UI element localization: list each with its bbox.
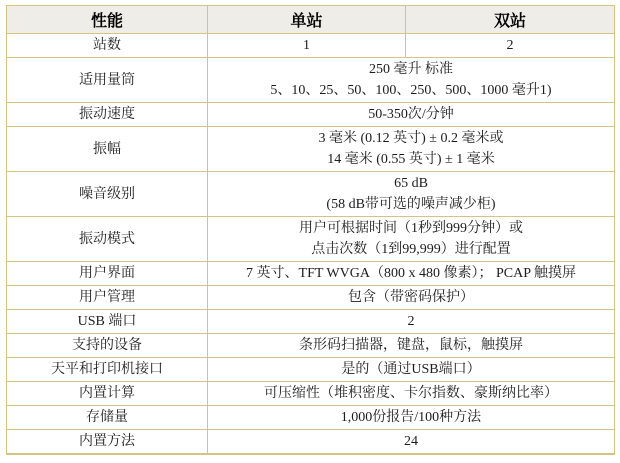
row-label-text: 站数 bbox=[93, 38, 121, 53]
value-line: 2 bbox=[407, 314, 415, 329]
row-label bbox=[7, 334, 208, 358]
header-row bbox=[7, 6, 615, 34]
header-cell-performance: 性能 bbox=[7, 6, 208, 34]
value-line: (58 dB带可选的噪声减少柜) bbox=[326, 197, 496, 212]
header-cell-dual-station: 双站 bbox=[406, 6, 615, 34]
row-value bbox=[208, 217, 615, 262]
table-row bbox=[7, 382, 615, 406]
row-label bbox=[7, 127, 208, 172]
row-label-text: 振动模式 bbox=[79, 231, 135, 247]
spec-table-container bbox=[6, 5, 615, 455]
row-value bbox=[406, 34, 615, 58]
value-line: 是的（通过USB端口） bbox=[341, 362, 481, 377]
row-label-text: USB 端口 bbox=[77, 314, 137, 329]
value-line: 2 bbox=[506, 38, 514, 53]
row-value bbox=[208, 334, 615, 358]
row-label bbox=[7, 406, 208, 430]
table-row bbox=[7, 127, 615, 172]
value-line: 可压缩性（堆积密度、卡尔指数、豪斯纳比率） bbox=[264, 386, 558, 401]
row-value bbox=[208, 310, 615, 334]
row-label bbox=[7, 58, 208, 103]
table-row bbox=[7, 172, 615, 217]
value-line: 7 英寸、TFT WVGA（800 x 480 像素）； PCAP 触摸屏 bbox=[246, 266, 576, 281]
spec-table bbox=[6, 5, 615, 455]
row-label-text: 支持的设备 bbox=[72, 338, 142, 353]
row-value bbox=[208, 58, 615, 103]
row-label bbox=[7, 262, 208, 286]
row-value bbox=[208, 406, 615, 430]
table-row bbox=[7, 286, 615, 310]
row-label-text: 振幅 bbox=[93, 141, 121, 157]
table-row bbox=[7, 310, 615, 334]
row-label bbox=[7, 382, 208, 406]
row-label-text: 存储量 bbox=[86, 410, 128, 425]
value-line: 50-350次/分钟 bbox=[368, 107, 454, 122]
row-label bbox=[7, 430, 208, 455]
row-label bbox=[7, 34, 208, 58]
value-line: 包含（带密码保护） bbox=[348, 290, 474, 305]
row-label bbox=[7, 310, 208, 334]
row-value bbox=[208, 127, 615, 172]
value-line: 3 毫米 (0.12 英寸) ± 0.2 毫米或 bbox=[318, 131, 504, 146]
value-line: 5、10、25、50、100、250、500、1000 毫升1) bbox=[270, 83, 552, 98]
value-line: 点击次数（1到99,999）进行配置 bbox=[311, 242, 511, 257]
row-label-text: 用户管理 bbox=[79, 290, 135, 305]
row-label bbox=[7, 217, 208, 262]
table-row bbox=[7, 406, 615, 430]
value-line: 24 bbox=[404, 434, 418, 449]
row-value bbox=[208, 103, 615, 127]
table-row bbox=[7, 217, 615, 262]
value-line: 条形码扫描器，键盘，鼠标，触摸屏 bbox=[299, 338, 523, 353]
row-label bbox=[7, 358, 208, 382]
row-label-text: 振动速度 bbox=[79, 107, 135, 122]
table-row bbox=[7, 58, 615, 103]
table-row bbox=[7, 262, 615, 286]
row-value bbox=[208, 358, 615, 382]
value-line: 用户可根据时间（1秒到999分钟）或 bbox=[299, 221, 523, 236]
value-line: 1 bbox=[303, 38, 310, 53]
row-label-text: 天平和打印机接口 bbox=[51, 362, 163, 377]
value-line: 1,000份报告/100种方法 bbox=[340, 410, 482, 425]
table-row bbox=[7, 430, 615, 455]
row-label bbox=[7, 172, 208, 217]
row-label-text: 内置计算 bbox=[79, 386, 135, 401]
row-label bbox=[7, 103, 208, 127]
spec-table-body bbox=[7, 34, 615, 455]
header-cell-single-station: 单站 bbox=[208, 6, 406, 34]
row-value bbox=[208, 34, 406, 58]
value-line: 14 毫米 (0.55 英寸) ± 1 毫米 bbox=[327, 152, 495, 167]
row-label-text: 适用量筒 bbox=[79, 72, 135, 88]
row-value bbox=[208, 172, 615, 217]
row-value bbox=[208, 262, 615, 286]
row-value bbox=[208, 286, 615, 310]
table-row bbox=[7, 358, 615, 382]
row-value bbox=[208, 382, 615, 406]
row-label-text: 用户界面 bbox=[79, 266, 135, 281]
table-row bbox=[7, 34, 615, 58]
row-label-text: 噪音级别 bbox=[79, 186, 135, 202]
table-row bbox=[7, 334, 615, 358]
row-value bbox=[208, 430, 615, 455]
value-line: 250 毫升 标准 bbox=[369, 62, 453, 77]
value-line: 65 dB bbox=[394, 176, 428, 191]
row-label-text: 内置方法 bbox=[79, 434, 135, 449]
row-label bbox=[7, 286, 208, 310]
table-row bbox=[7, 103, 615, 127]
